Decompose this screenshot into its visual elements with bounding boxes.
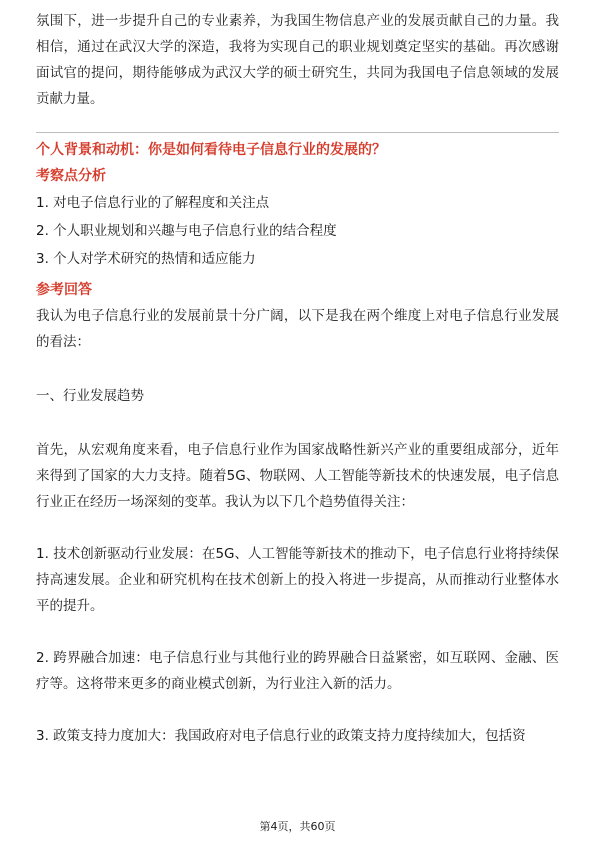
trend-item: 1. 技术创新驱动行业发展：在5G、人工智能等新技术的推动下，电子信息行业将持续保持高速发展。企业和研究机构在技术创新上的投入将进一步提高，从而推动行业整体水平的提升。 — [36, 546, 559, 614]
macro-paragraph: 首先，从宏观角度来看，电子信息行业作为国家战略性新兴产业的重要组成部分，近年来得到了国家的大力支持。随着5G、物联网、人工智能等新技术的快速发展，电子信息行业正在经历一场深刻的变革。我认为以下几个趋势值得关注： — [36, 442, 559, 510]
analysis-point: 3. 个人对学术研究的热情和适应能力 — [36, 251, 256, 267]
intro-paragraph: 氛围下，进一步提升自己的专业素养，为我国生物信息产业的发展贡献自己的力量。我相信，通过在武汉大学的深造，我将为实现自己的职业规划奠定坚实的基础。再次感谢面试官的提问，期待能够成为武汉大学的硕士研究生，共同为我国电子信息领域的发展贡献力量。 — [36, 13, 559, 107]
question-title: 个人背景和动机：你是如何看待电子信息行业的发展的？ — [36, 142, 386, 158]
analysis-heading: 考察点分析 — [36, 168, 106, 184]
section-divider — [36, 132, 559, 133]
analysis-point: 2. 个人职业规划和兴趣与电子信息行业的结合程度 — [36, 223, 337, 239]
document-page — [36, 0, 559, 749]
analysis-point: 1. 对电子信息行业的了解程度和关注点 — [36, 195, 270, 211]
section-title: 一、行业发展趋势 — [36, 388, 144, 404]
answer-heading: 参考回答 — [36, 282, 92, 298]
trend-item: 3. 政策支持力度加大：我国政府对电子信息行业的政策支持力度持续加大，包括资 — [36, 728, 526, 744]
trend-item: 2. 跨界融合加速：电子信息行业与其他行业的跨界融合日益紧密，如互联网、金融、医疗等。这将带来更多的商业模式创新，为行业注入新的活力。 — [36, 650, 559, 692]
answer-opening: 我认为电子信息行业的发展前景十分广阔，以下是我在两个维度上对电子信息行业发展的看法： — [36, 308, 559, 350]
page-number: 第4页，共60页 — [259, 820, 336, 833]
